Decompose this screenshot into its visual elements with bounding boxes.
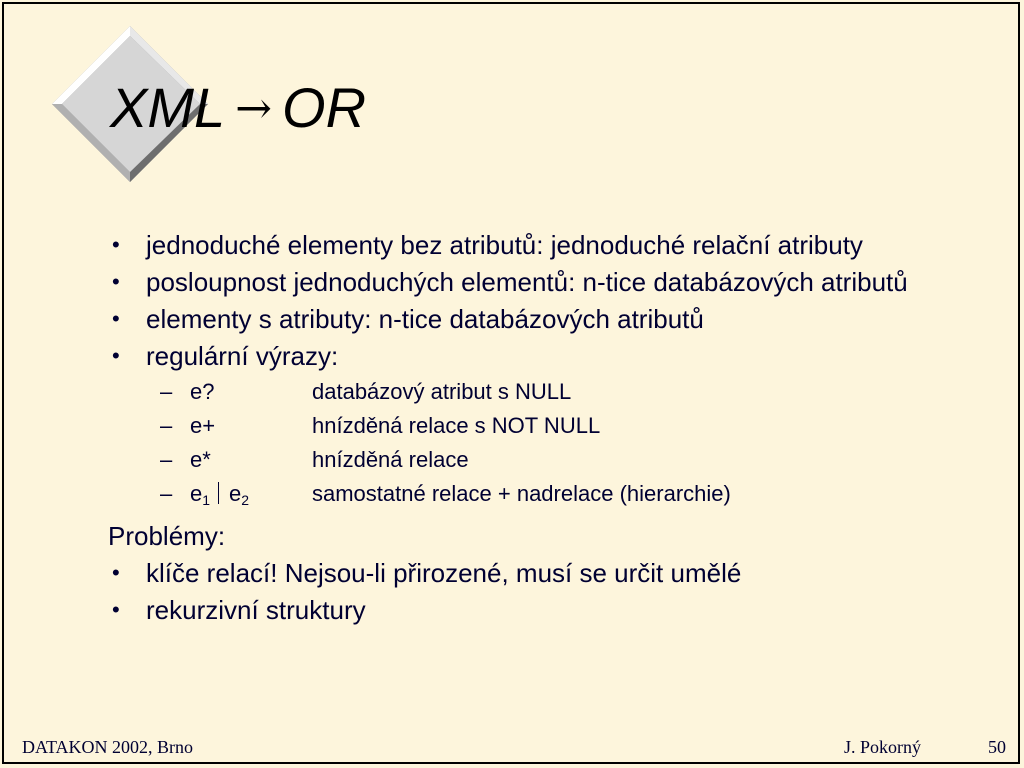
bullet-icon: • [112, 306, 120, 331]
regex-item [108, 480, 988, 514]
dash-icon: – [160, 447, 173, 472]
bullet-text: rekurzivní struktury [146, 595, 366, 625]
regex-desc: databázový atribut s NULL [312, 379, 572, 404]
bullet-item [108, 304, 988, 334]
bullet-text: klíče relací! Nejsou-li přirozené, musí se určit umělé [146, 558, 742, 588]
regex-item [108, 412, 988, 439]
expr-base: e [190, 481, 203, 506]
regex-expr [190, 480, 312, 514]
slide-content [108, 230, 988, 632]
regex-item [108, 378, 988, 405]
bullet-icon: • [112, 560, 120, 585]
footer-author: J. Pokorný [844, 737, 922, 757]
page-number: 50 [988, 737, 1006, 757]
bullet-text: regulární výrazy: [146, 341, 339, 371]
footer-left: DATAKON 2002, Brno [22, 737, 194, 757]
bullet-item [108, 230, 988, 260]
bullet-text: posloupnost jednoduchých elementů: n-tice databázových atributů [146, 267, 908, 297]
bullet-icon: • [112, 232, 120, 257]
bullet-item [108, 558, 988, 588]
problems-heading: Problémy: [108, 521, 226, 551]
slide-title [110, 76, 367, 139]
dash-icon: – [160, 413, 173, 438]
bullet-item [108, 595, 988, 625]
expr-base: e [229, 481, 242, 506]
alternation-bar [218, 482, 219, 504]
regex-expr: e+ [190, 413, 216, 438]
bullet-item [108, 267, 988, 297]
title-arrow-icon: → [235, 83, 273, 134]
dash-icon: – [160, 379, 173, 404]
dash-icon: – [160, 481, 173, 506]
slide [2, 2, 1020, 764]
title-left: XML [110, 76, 226, 139]
bullet-icon: • [112, 343, 120, 368]
expr-subscript: 2 [241, 492, 250, 508]
expr-subscript: 1 [202, 492, 211, 508]
bullet-item [108, 341, 988, 371]
regex-desc: hnízděná relace s NOT NULL [312, 413, 601, 438]
bullet-icon: • [112, 597, 120, 622]
regex-expr: e? [190, 379, 215, 404]
bullet-text: elementy s atributy: n-tice databázových atributů [146, 304, 704, 334]
regex-desc: samostatné relace + nadrelace (hierarchie) [312, 481, 731, 506]
title-right: OR [282, 76, 367, 139]
regex-expr: e* [190, 447, 211, 472]
regex-desc: hnízděná relace [312, 447, 469, 472]
bullet-icon: • [112, 269, 120, 294]
regex-item [108, 446, 988, 473]
bullet-text: jednoduché elementy bez atributů: jednoduché relační atributy [146, 230, 863, 260]
